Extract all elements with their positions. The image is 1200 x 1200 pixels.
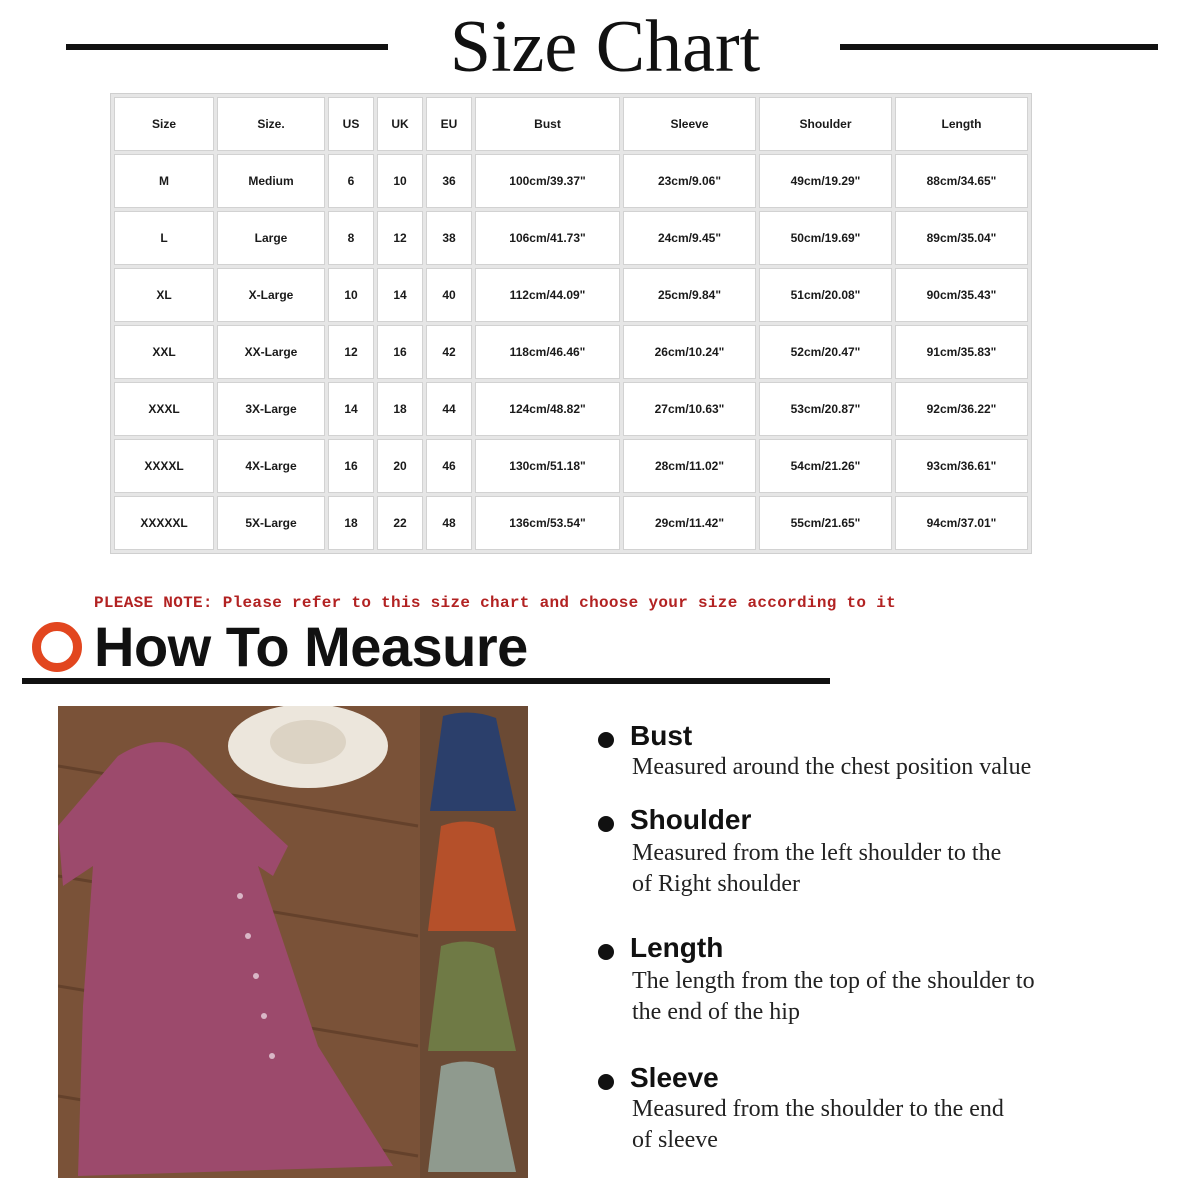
cell-us: 10: [328, 268, 374, 322]
measure-item-desc: [632, 1094, 1102, 1156]
header-shoulder: Shoulder: [759, 97, 892, 151]
measure-rule: [22, 678, 830, 684]
header-bust: Bust: [475, 97, 620, 151]
header-us: US: [328, 97, 374, 151]
bullet-icon: [598, 944, 614, 960]
cell-bust: 106cm/41.73": [475, 211, 620, 265]
cell-size-name: 3X-Large: [217, 382, 325, 436]
cell-length: 90cm/35.43": [895, 268, 1028, 322]
cell-bust: 124cm/48.82": [475, 382, 620, 436]
cell-size-name: X-Large: [217, 268, 325, 322]
cell-us: 12: [328, 325, 374, 379]
measure-item-title: Length: [630, 932, 724, 963]
cell-length: 88cm/34.65": [895, 154, 1028, 208]
product-photo: [58, 706, 528, 1178]
measure-item-title: Sleeve: [630, 1062, 719, 1093]
cell-us: 8: [328, 211, 374, 265]
cell-us: 18: [328, 496, 374, 550]
cell-bust: 136cm/53.54": [475, 496, 620, 550]
title-rule-right: [840, 44, 1158, 50]
cell-eu: 44: [426, 382, 472, 436]
cell-us: 6: [328, 154, 374, 208]
desc-line: of sleeve: [632, 1127, 718, 1153]
cell-bust: 112cm/44.09": [475, 268, 620, 322]
bullet-icon: [598, 816, 614, 832]
desc-line: Measured from the left shoulder to the: [632, 840, 1002, 866]
title-rule-left: [66, 44, 388, 50]
cell-uk: 20: [377, 439, 423, 493]
cell-eu: 40: [426, 268, 472, 322]
cell-sleeve: 24cm/9.45": [623, 211, 756, 265]
cell-uk: 10: [377, 154, 423, 208]
header-size-name: Size.: [217, 97, 325, 151]
header-size: Size: [114, 97, 214, 151]
cell-size: XXXXXL: [114, 496, 214, 550]
cell-uk: 14: [377, 268, 423, 322]
bullet-icon: [598, 732, 614, 748]
desc-line: of Right shoulder: [632, 871, 800, 897]
desc-line: Measured around the chest position value: [632, 754, 1032, 780]
cell-size: M: [114, 154, 214, 208]
bullet-icon: [598, 1074, 614, 1090]
cell-sleeve: 28cm/11.02": [623, 439, 756, 493]
cell-sleeve: 26cm/10.24": [623, 325, 756, 379]
table-row: [114, 382, 1028, 436]
measure-item-title: Bust: [630, 720, 693, 751]
cell-size: XL: [114, 268, 214, 322]
page-title: Size Chart: [449, 6, 761, 88]
cell-bust: 100cm/39.37": [475, 154, 620, 208]
table-row: [114, 439, 1028, 493]
cell-bust: 130cm/51.18": [475, 439, 620, 493]
cell-size: XXL: [114, 325, 214, 379]
cell-shoulder: 52cm/20.47": [759, 325, 892, 379]
cell-eu: 38: [426, 211, 472, 265]
cell-length: 89cm/35.04": [895, 211, 1028, 265]
cell-eu: 42: [426, 325, 472, 379]
cell-size: XXXXL: [114, 439, 214, 493]
cell-length: 93cm/36.61": [895, 439, 1028, 493]
cell-us: 16: [328, 439, 374, 493]
cell-uk: 18: [377, 382, 423, 436]
cell-shoulder: 55cm/21.65": [759, 496, 892, 550]
ring-icon: [32, 622, 82, 672]
cell-uk: 22: [377, 496, 423, 550]
measure-item-title: Shoulder: [630, 804, 752, 835]
cell-size-name: 5X-Large: [217, 496, 325, 550]
desc-line: the end of the hip: [632, 999, 800, 1025]
header-eu: EU: [426, 97, 472, 151]
desc-line: The length from the top of the shoulder to: [632, 968, 1035, 994]
table-row: [114, 325, 1028, 379]
cell-shoulder: 53cm/20.87": [759, 382, 892, 436]
cell-uk: 12: [377, 211, 423, 265]
cell-uk: 16: [377, 325, 423, 379]
cell-sleeve: 25cm/9.84": [623, 268, 756, 322]
cell-eu: 36: [426, 154, 472, 208]
size-note: PLEASE NOTE: Please refer to this size chart and choose your size according to it: [94, 594, 897, 612]
header-length: Length: [895, 97, 1028, 151]
cell-size-name: 4X-Large: [217, 439, 325, 493]
header-sleeve: Sleeve: [623, 97, 756, 151]
measure-section-title: How To Measure: [94, 615, 528, 678]
cell-us: 14: [328, 382, 374, 436]
cell-shoulder: 49cm/19.29": [759, 154, 892, 208]
cell-sleeve: 29cm/11.42": [623, 496, 756, 550]
cell-size-name: Medium: [217, 154, 325, 208]
cell-length: 92cm/36.22": [895, 382, 1028, 436]
measure-item-desc: [632, 966, 1102, 1028]
cell-bust: 118cm/46.46": [475, 325, 620, 379]
cell-size-name: Large: [217, 211, 325, 265]
table-row: [114, 211, 1028, 265]
desc-line: Measured from the shoulder to the end: [632, 1096, 1004, 1122]
measure-item-desc: [632, 838, 1102, 900]
table-header-row: [114, 97, 1028, 151]
cell-shoulder: 51cm/20.08": [759, 268, 892, 322]
cell-length: 94cm/37.01": [895, 496, 1028, 550]
cell-sleeve: 27cm/10.63": [623, 382, 756, 436]
cell-shoulder: 54cm/21.26": [759, 439, 892, 493]
table-row: [114, 268, 1028, 322]
measure-item-desc: [632, 752, 1102, 783]
table-row: [114, 496, 1028, 550]
table-row: [114, 154, 1028, 208]
cell-size: XXXL: [114, 382, 214, 436]
cell-sleeve: 23cm/9.06": [623, 154, 756, 208]
cell-shoulder: 50cm/19.69": [759, 211, 892, 265]
cell-size-name: XX-Large: [217, 325, 325, 379]
header-uk: UK: [377, 97, 423, 151]
cell-eu: 48: [426, 496, 472, 550]
cell-length: 91cm/35.83": [895, 325, 1028, 379]
size-chart-table: [110, 93, 1032, 554]
cell-eu: 46: [426, 439, 472, 493]
cell-size: L: [114, 211, 214, 265]
